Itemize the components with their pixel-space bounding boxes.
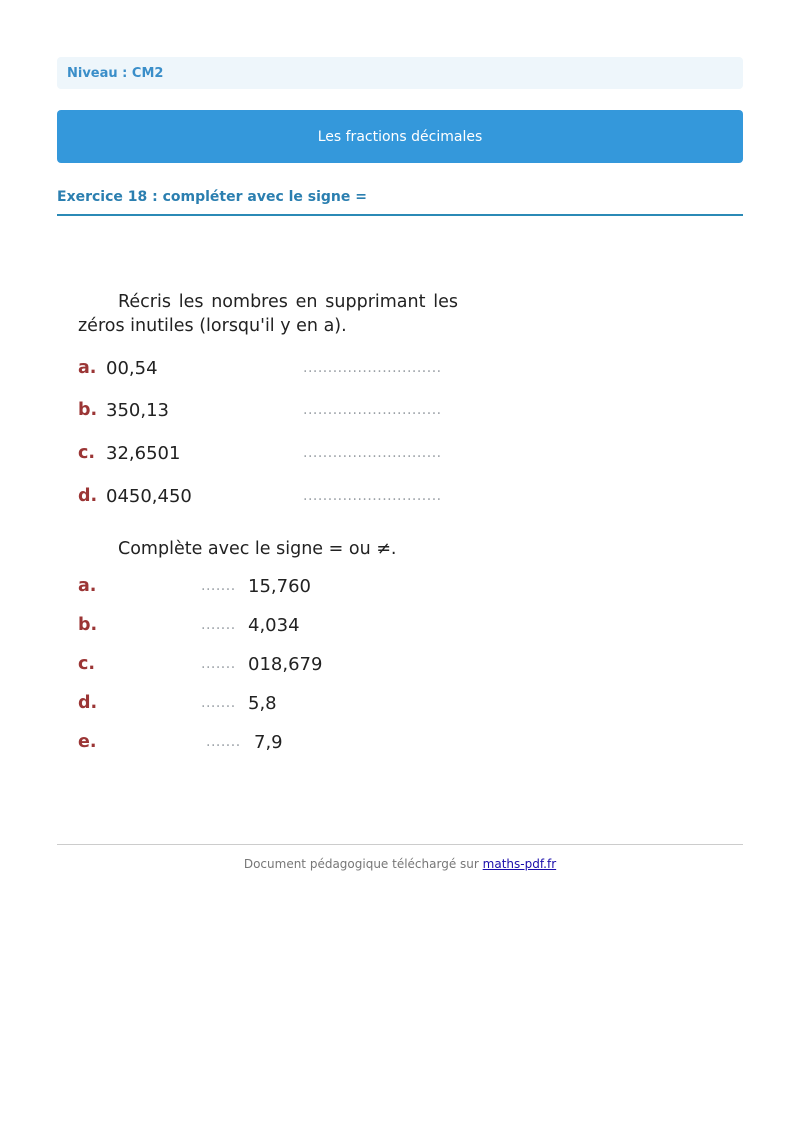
- footer: [57, 857, 743, 871]
- right-number: 4,034: [248, 615, 300, 636]
- item-letter: b.: [78, 400, 98, 420]
- footer-link[interactable]: maths-pdf.fr: [482, 857, 557, 871]
- item-number: 350,13: [106, 400, 169, 421]
- sign-blank[interactable]: .......: [201, 656, 236, 672]
- level-bar: [57, 57, 743, 89]
- item-letter: c.: [78, 443, 96, 463]
- right-number: 15,760: [248, 576, 311, 597]
- item-letter: a.: [78, 576, 97, 596]
- item-letter: a.: [78, 358, 97, 378]
- footer-divider: [57, 844, 743, 845]
- item-number: 32,6501: [106, 443, 181, 464]
- level-label: Niveau : CM2: [67, 65, 164, 81]
- exercise-title: Exercice 18 : compléter avec le signe =: [57, 189, 368, 205]
- item-letter: d.: [78, 693, 98, 713]
- item-number: 00,54: [106, 358, 158, 379]
- instruction-compare-text: Complète avec le signe = ou ≠.: [118, 539, 397, 559]
- sign-blank[interactable]: .......: [201, 617, 236, 633]
- footer-text: Document pédagogique téléchargé sur: [243, 857, 479, 871]
- page-title: Les fractions décimales: [317, 128, 483, 145]
- item-letter: e.: [78, 732, 97, 752]
- exercise-heading: [57, 186, 743, 216]
- right-number: 018,679: [248, 654, 323, 675]
- item-letter: b.: [78, 615, 98, 635]
- title-banner: [57, 110, 743, 163]
- item-letter: c.: [78, 654, 96, 674]
- sign-blank[interactable]: .......: [201, 695, 236, 711]
- item-number: 0450,450: [106, 486, 192, 507]
- answer-blank[interactable]: ............................: [303, 488, 442, 504]
- item-letter: d.: [78, 486, 98, 506]
- sign-blank[interactable]: .......: [206, 734, 241, 750]
- instruction-compare: [78, 537, 458, 561]
- instruction-rewrite: [78, 290, 458, 338]
- right-number: 7,9: [254, 732, 283, 753]
- answer-blank[interactable]: ............................: [303, 402, 442, 418]
- answer-blank[interactable]: ............................: [303, 445, 442, 461]
- answer-blank[interactable]: ............................: [303, 360, 442, 376]
- instruction-rewrite-text: Récris les nombres en supprimant les zéros inutiles (lorsqu'il y en a).: [78, 292, 458, 336]
- right-number: 5,8: [248, 693, 277, 714]
- sign-blank[interactable]: .......: [201, 578, 236, 594]
